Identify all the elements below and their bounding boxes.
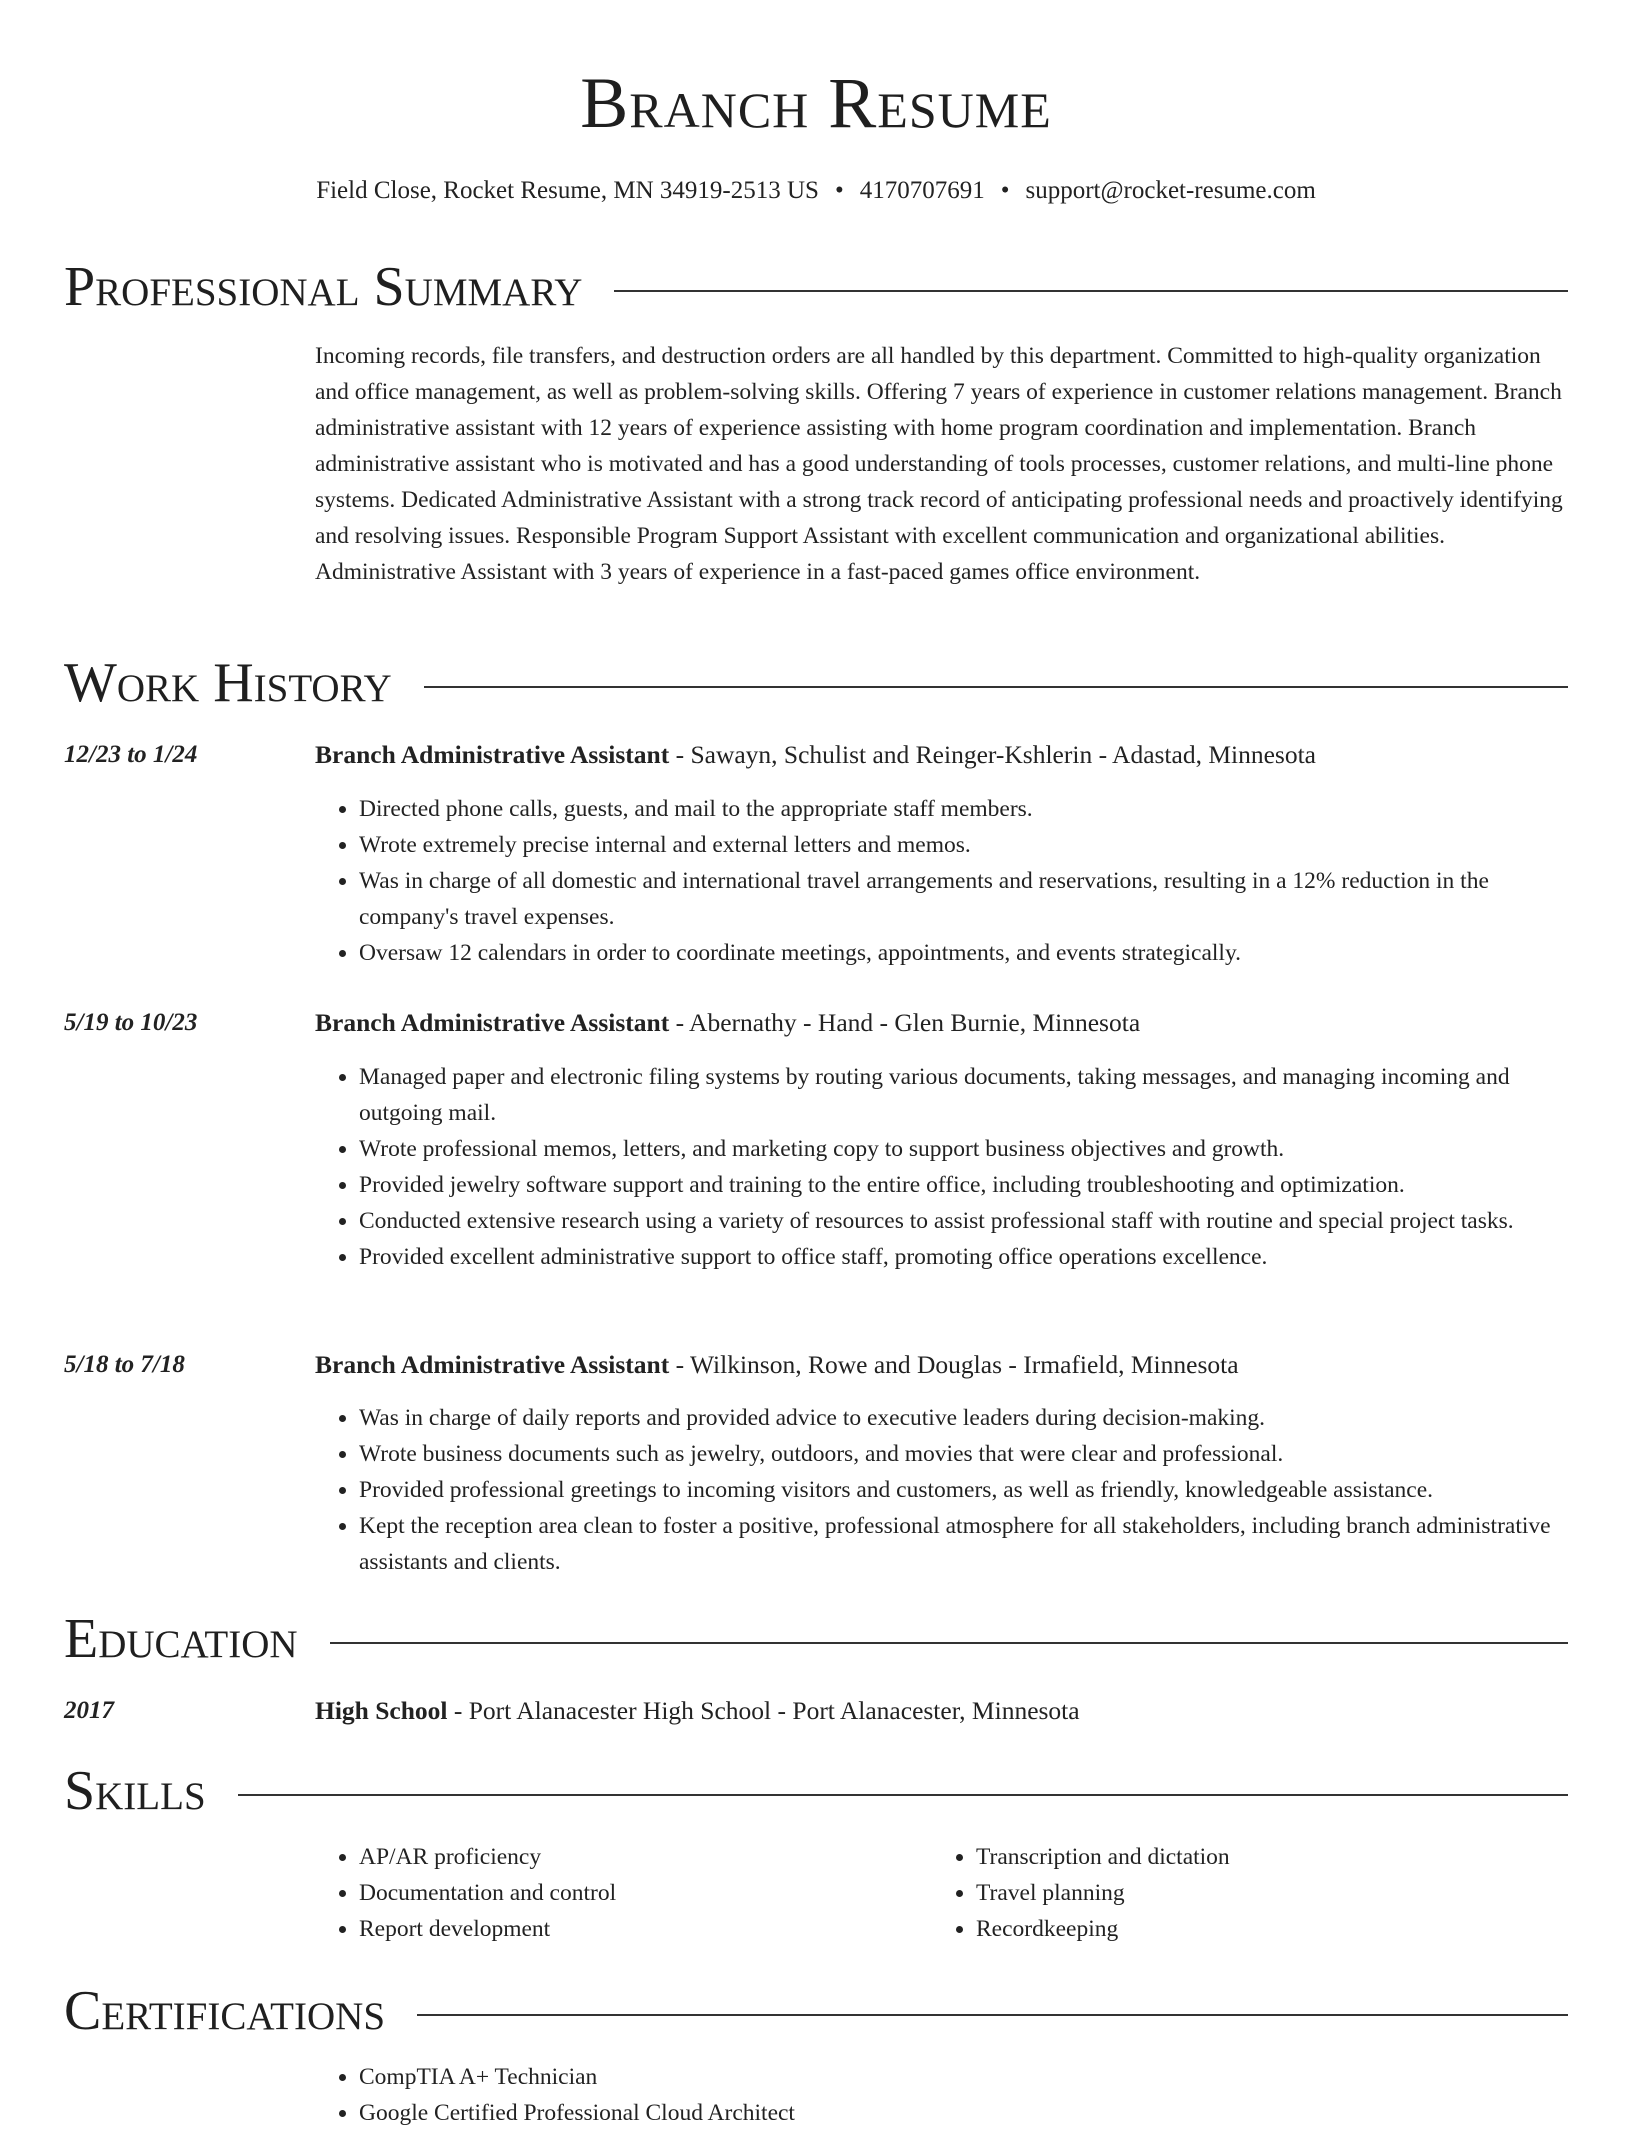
contact-email: support@rocket-resume.com [1025,177,1316,204]
certification-item: • CompTIA A+ Technician [359,2059,1568,2095]
skill-item: • Transcription and dictation [976,1839,1632,1875]
job-heading [315,1348,1568,1382]
job-bullet: • Wrote professional memos, letters, and marketing copy to support business objectives and growth. [359,1131,1568,1167]
job-bullet: • Wrote business documents such as jewelry, outdoors, and movies that were clear and professional. [359,1436,1568,1472]
skills-section-title: Skills [64,1760,206,1822]
job-date: 5/18 to 7/18 [64,1351,185,1378]
job-bullet: • Was in charge of daily reports and provided advice to executive leaders during decision-making. [359,1400,1568,1436]
section-divider [424,686,1568,688]
job-bullet: • Conducted extensive research using a variety of resources to assist professional staff with routine and special project tasks. [359,1203,1568,1239]
job-bullet-list [315,791,1568,971]
job-date: 5/19 to 10/23 [64,1009,198,1036]
section-divider [238,1794,1568,1796]
job-title: Branch Administrative Assistant [315,1350,670,1379]
summary-paragraph: Incoming records, file transfers, and destruction orders are all handled by this department. Committed to high-quality organization and office management, as well as problem-solving skills. Offering 7 years of experience in customer relations management. Branch administrative assistant with 12 years of experience assisting with home program coordination and implementation. Branch administrative assistant who is motivated and has a good understanding of tools processes, customer relations, and multi-line phone systems. Dedicated Administrative Assistant with a strong track record of anticipating professional needs and proactively identifying and resolving issues. Responsible Program Support Assistant with excellent communication and organizational abilities. Administrative Assistant with 3 years of experience in a fast-paced games office environment. [315,343,1563,585]
job-bullet: • Provided excellent administrative support to office staff, promoting office operations excellence. [359,1239,1568,1275]
education-section-header [64,1604,1568,1674]
certifications-section-title: Certifications [64,1980,386,2042]
resume-name: Branch Resume [580,63,1052,143]
job-heading [315,738,1568,772]
education-section-title: Education [64,1608,298,1670]
education-details: - Port Alanacester High School - Port Alanacester, Minnesota [447,1696,1080,1725]
skill-item: • Travel planning [976,1875,1632,1911]
contact-phone: 4170707691 [859,177,985,204]
summary-section-header [64,252,1568,322]
job-bullet: • Directed phone calls, guests, and mail to the appropriate staff members. [359,791,1568,827]
job-details: - Sawayn, Schulist and Reinger-Kshlerin - Adastad, Minnesota [669,740,1316,769]
section-divider [330,1642,1568,1644]
skill-item: • Report development [359,1911,1568,1947]
separator-dot: • [1000,177,1010,204]
education-date: 2017 [64,1697,114,1724]
certification-item: • Google Certified Professional Cloud Architect [359,2095,1568,2131]
job-title: Branch Administrative Assistant [315,1008,670,1037]
job-bullet: • Managed paper and electronic filing systems by routing various documents, taking messages, and managing incoming and outgoing mail. [359,1059,1568,1131]
job-title: Branch Administrative Assistant [315,740,670,769]
job-details: - Wilkinson, Rowe and Douglas - Irmafield, Minnesota [669,1350,1239,1379]
work-section-title: Work History [64,652,392,714]
job-bullet-list [315,1059,1568,1275]
job-bullet-list [315,1400,1568,1580]
contact-line [0,174,1632,208]
summary-section-title: Professional Summary [64,256,583,318]
job-bullet: • Kept the reception area clean to foster a positive, professional atmosphere for all stakeholders, including branch administrative assistants and clients. [359,1508,1568,1580]
job-details: - Abernathy - Hand - Glen Burnie, Minnesota [669,1008,1141,1037]
education-degree: High School [315,1696,448,1725]
skills-section-header [64,1756,1568,1826]
certifications-section-header [64,1976,1568,2046]
section-divider [417,2014,1568,2016]
job-bullet: • Was in charge of all domestic and international travel arrangements and reservations, resulting in a 12% reduction in the company's travel expenses. [359,863,1568,935]
skills-list-right [932,1839,1632,1947]
job-bullet: • Provided professional greetings to incoming visitors and customers, as well as friendly, knowledgeable assistance. [359,1472,1568,1508]
separator-dot: • [834,177,844,204]
section-divider [614,290,1568,292]
education-heading [315,1694,1568,1728]
job-bullet: • Wrote extremely precise internal and external letters and memos. [359,827,1568,863]
certifications-list [315,2059,1568,2131]
job-bullet: • Oversaw 12 calendars in order to coordinate meetings, appointments, and events strategically. [359,935,1568,971]
skill-item: • Recordkeeping [976,1911,1632,1947]
job-date: 12/23 to 1/24 [64,741,198,768]
skill-item: • Documentation and control [359,1875,1568,1911]
skill-item: • AP/AR proficiency [359,1839,1568,1875]
job-bullet: • Provided jewelry software support and training to the entire office, including troubleshooting and optimization. [359,1167,1568,1203]
contact-address: Field Close, Rocket Resume, MN 34919-2513 US [316,177,819,204]
job-heading [315,1006,1568,1040]
work-section-header [64,648,1568,718]
